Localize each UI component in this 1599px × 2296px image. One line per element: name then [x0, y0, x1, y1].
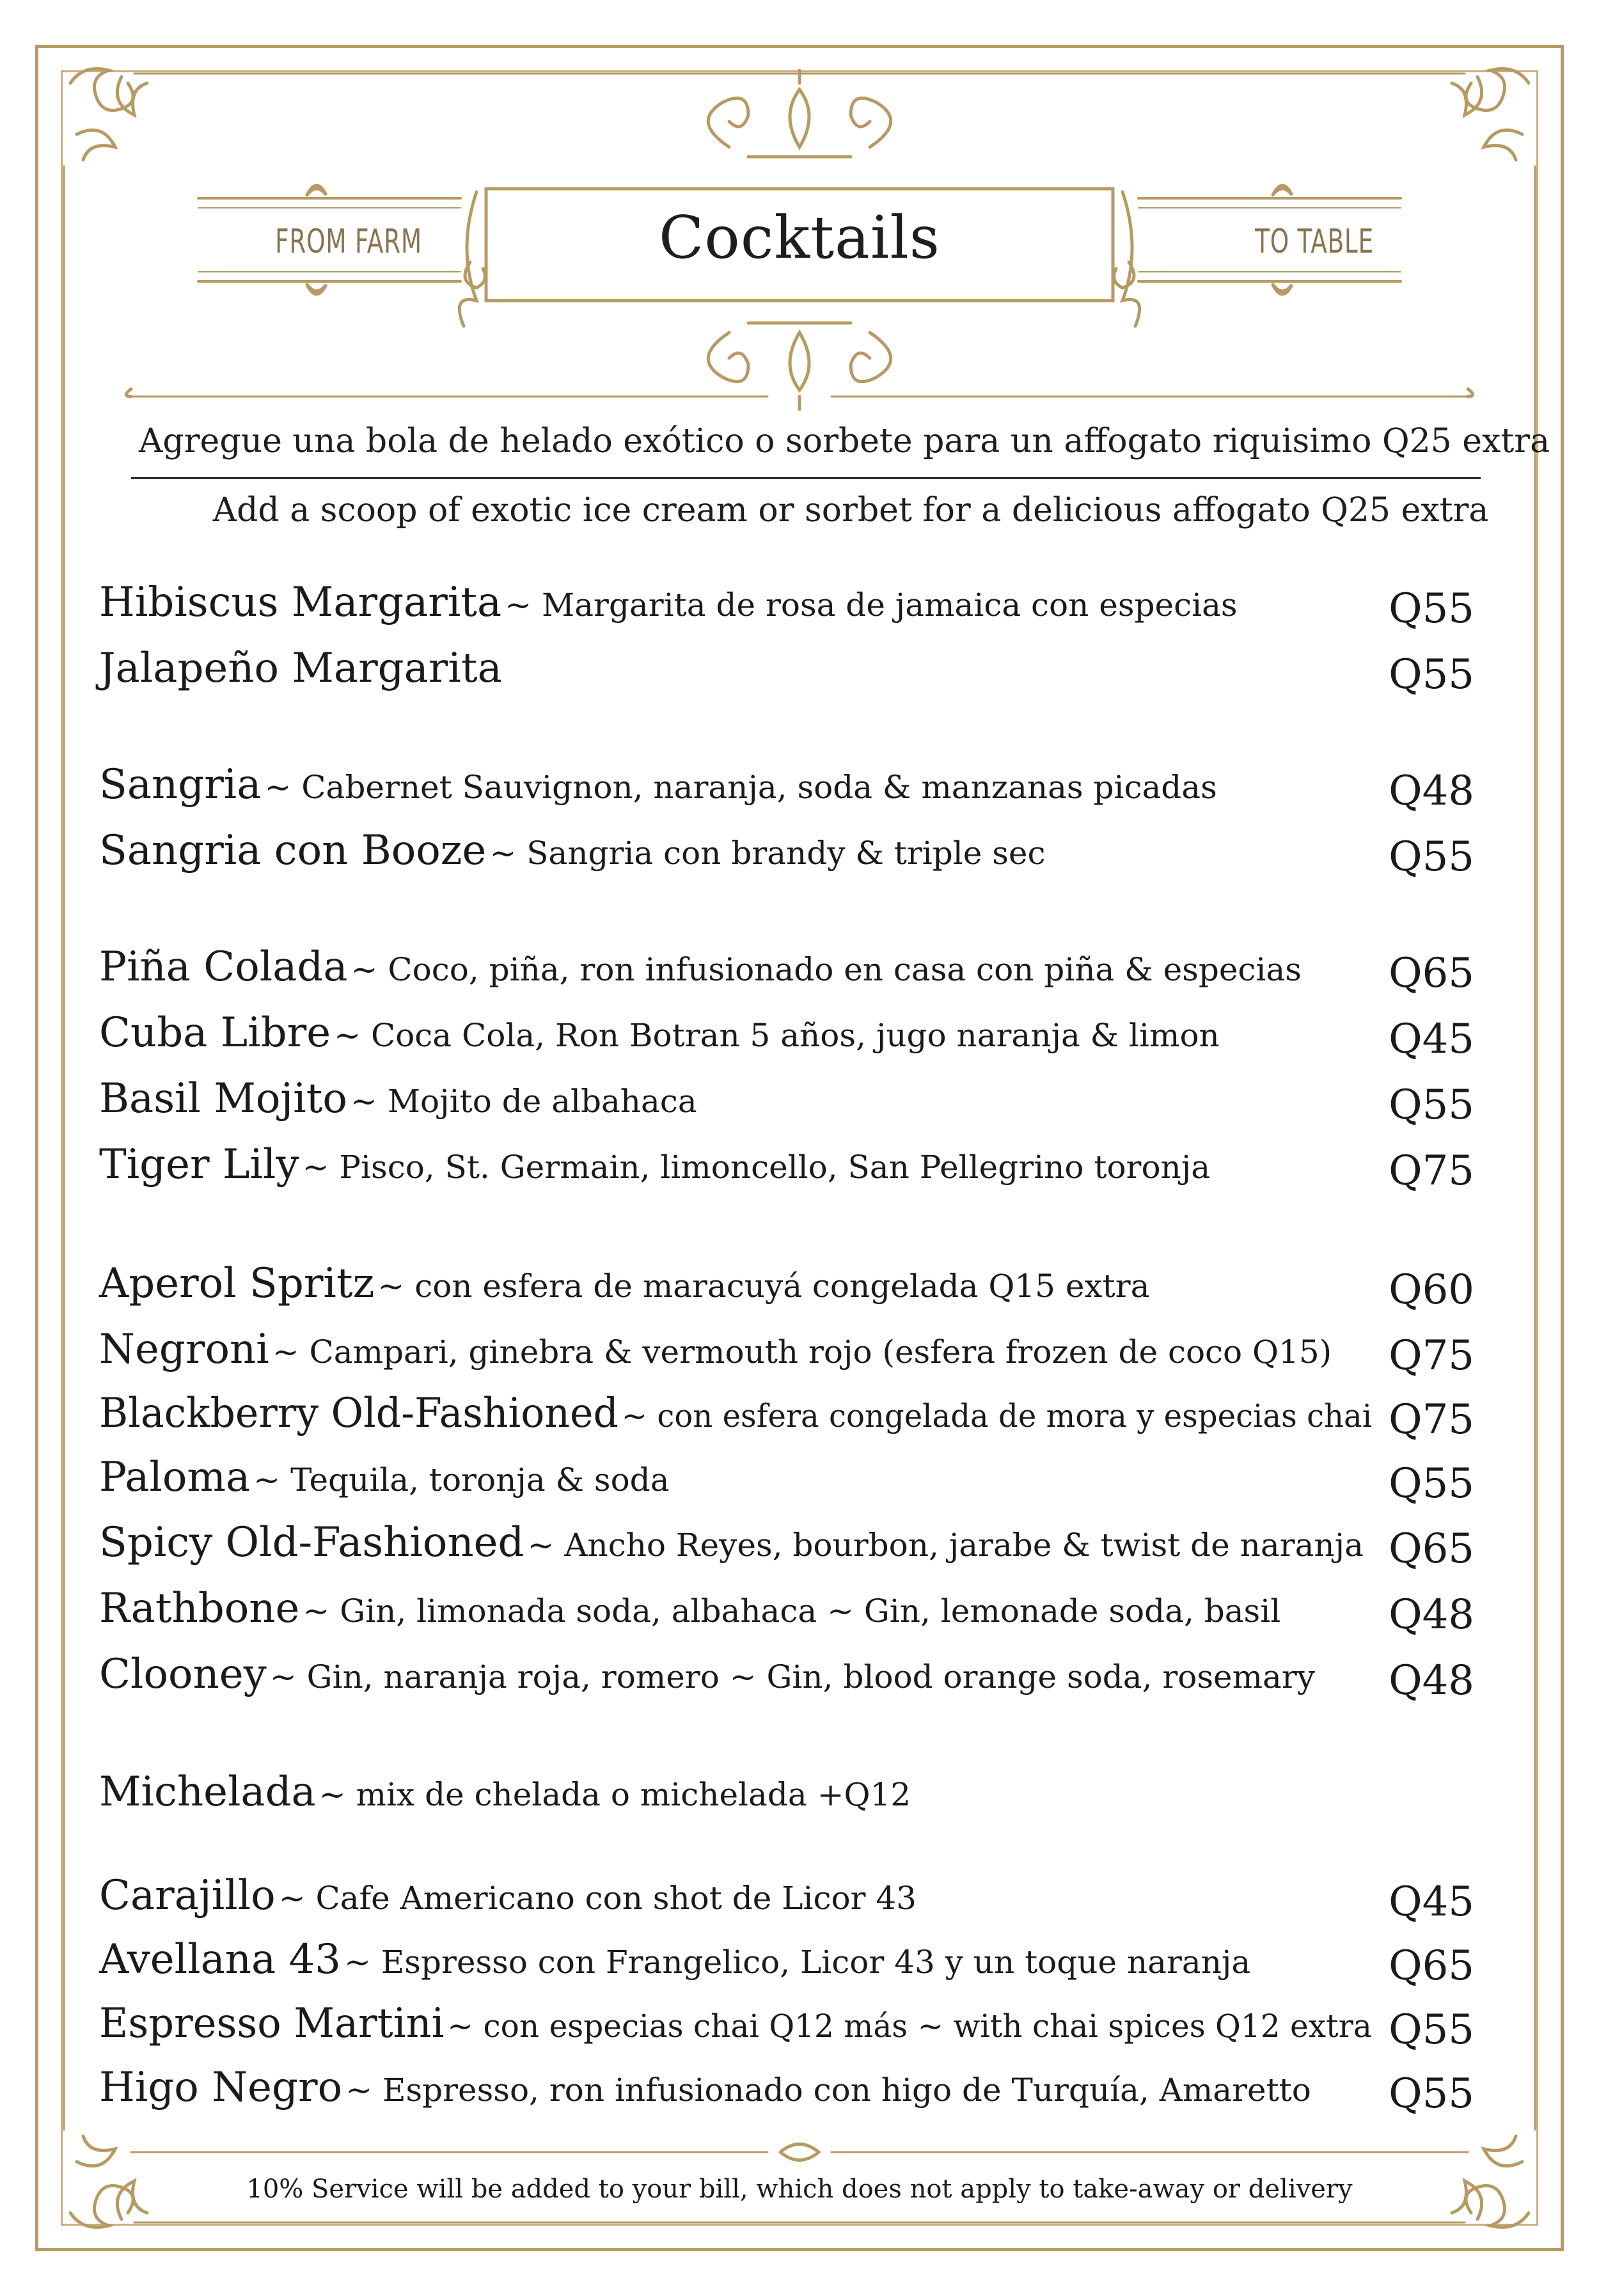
item-name: Michelada [99, 1768, 316, 1816]
item-price: Q55 [1389, 585, 1474, 633]
item-name: Jalapeño Margarita [99, 645, 502, 692]
item-name: Carajillo [99, 1872, 276, 1919]
item-description: ~ Pisco, St. Germain, limoncello, San Pellegrino toronja [302, 1149, 1211, 1186]
item-name: Rathbone [99, 1585, 300, 1632]
item-name: Paloma [99, 1454, 251, 1501]
item-name: Piña Colada [99, 943, 348, 991]
item-description: ~ con especias chai Q12 más ~ with chai spices Q12 extra [447, 2008, 1372, 2045]
item-name: Espresso Martini [99, 2000, 445, 2047]
menu-item [99, 1519, 1474, 1583]
menu-item [99, 2064, 1474, 2128]
item-name: Hibiscus Margarita [99, 579, 502, 626]
item-name: Sangria [99, 761, 262, 808]
item-description: ~ Cabernet Sauvignon, naranja, soda & manzanas picadas [264, 769, 1217, 806]
item-price: Q65 [1389, 950, 1474, 997]
menu-item [99, 1872, 1474, 1936]
item-price: Q75 [1389, 1147, 1474, 1195]
item-name: Avellana 43 [99, 1936, 341, 1983]
item-description: ~ Cafe Americano con shot de Licor 43 [278, 1880, 917, 1917]
item-description: ~ Sangria con brandy & triple sec [489, 835, 1046, 872]
affogato-note-english: Add a scoop of exotic ice cream or sorbet for a delicious affogato Q25 extra [212, 491, 1489, 530]
item-name: Negroni [99, 1326, 269, 1373]
menu-item [99, 1768, 1474, 1832]
menu-item [99, 943, 1474, 1007]
item-price: Q48 [1389, 1657, 1474, 1704]
menu-item [99, 579, 1474, 643]
item-price: Q45 [1389, 1878, 1474, 1926]
item-name: Higo Negro [99, 2064, 343, 2111]
item-price: Q55 [1389, 1460, 1474, 1507]
item-price: Q55 [1389, 651, 1474, 698]
menu-item [99, 761, 1474, 825]
menu-item [99, 1651, 1474, 1715]
item-description: ~ Tequila, toronja & soda [253, 1461, 670, 1498]
item-price: Q75 [1389, 1396, 1474, 1443]
item-price: Q55 [1389, 1081, 1474, 1129]
menu-item [99, 1075, 1474, 1139]
menu-item [99, 2000, 1474, 2064]
item-name: Spicy Old-Fashioned [99, 1519, 524, 1566]
item-price: Q48 [1389, 767, 1474, 815]
item-name: Blackberry Old-Fashioned [99, 1390, 618, 1437]
menu-item [99, 1936, 1474, 2000]
item-name: Tiger Lily [99, 1141, 299, 1188]
item-price: Q55 [1389, 833, 1474, 881]
item-description: ~ con esfera congelada de mora y especias chai [621, 1397, 1373, 1435]
item-description: ~ Coco, piña, ron infusionado en casa con piña & especias [351, 951, 1302, 988]
item-description: ~ Ancho Reyes, bourbon, jarabe & twist de naranja [527, 1527, 1364, 1564]
item-price: Q45 [1389, 1016, 1474, 1063]
menu-item [99, 1141, 1474, 1205]
item-description: ~ Gin, limonada soda, albahaca ~ Gin, lemonade soda, basil [303, 1592, 1281, 1630]
menu-item [99, 1585, 1474, 1649]
menu-item [99, 1009, 1474, 1073]
item-name: Cuba Libre [99, 1009, 331, 1057]
note-divider [131, 477, 1481, 479]
affogato-note-spanish: Agregue una bola de helado exótico o sorbete para un affogato riquisimo Q25 extra [138, 422, 1550, 460]
item-description: ~ Margarita de rosa de jamaica con especias [505, 586, 1238, 624]
item-description: ~ Gin, naranja roja, romero ~ Gin, blood orange soda, rosemary [269, 1658, 1315, 1695]
item-price: Q55 [1389, 2070, 1474, 2118]
item-price: Q65 [1389, 1942, 1474, 1990]
item-description: ~ Coca Cola, Ron Botran 5 años, jugo naranja & limon [334, 1017, 1220, 1054]
item-price: Q48 [1389, 1591, 1474, 1639]
menu-item [99, 827, 1474, 891]
service-charge-note: 10% Service will be added to your bill, which does not apply to take-away or delivery [246, 2174, 1353, 2204]
menu-item [99, 1260, 1474, 1324]
item-price: Q60 [1389, 1266, 1474, 1314]
menu-item [99, 645, 1474, 709]
item-description: ~ Mojito de albahaca [351, 1083, 697, 1120]
item-name: Aperol Spritz [99, 1260, 375, 1307]
menu-item [99, 1454, 1474, 1518]
item-price: Q75 [1389, 1332, 1474, 1380]
item-description: ~ Campari, ginebra & vermouth rojo (esfera frozen de coco Q15) [272, 1333, 1332, 1371]
item-price: Q55 [1389, 2006, 1474, 2054]
menu-item [99, 1390, 1474, 1454]
to-table-label: TO TABLE [1255, 223, 1374, 261]
item-description: ~ con esfera de maracuyá congelada Q15 extra [377, 1268, 1150, 1305]
item-description: ~ Espresso, ron infusionado con higo de Turquía, Amaretto [345, 2072, 1311, 2109]
page-title: Cocktails [659, 203, 940, 272]
item-name: Clooney [99, 1651, 267, 1698]
from-farm-label: FROM FARM [275, 223, 422, 261]
item-name: Sangria con Booze [99, 827, 487, 874]
item-name: Basil Mojito [99, 1075, 347, 1122]
item-description: ~ Espresso con Frangelico, Licor 43 y un toque naranja [344, 1944, 1251, 1981]
item-price: Q65 [1389, 1525, 1474, 1573]
menu-item [99, 1326, 1474, 1390]
item-description: ~ mix de chelada o michelada +Q12 [319, 1776, 911, 1813]
